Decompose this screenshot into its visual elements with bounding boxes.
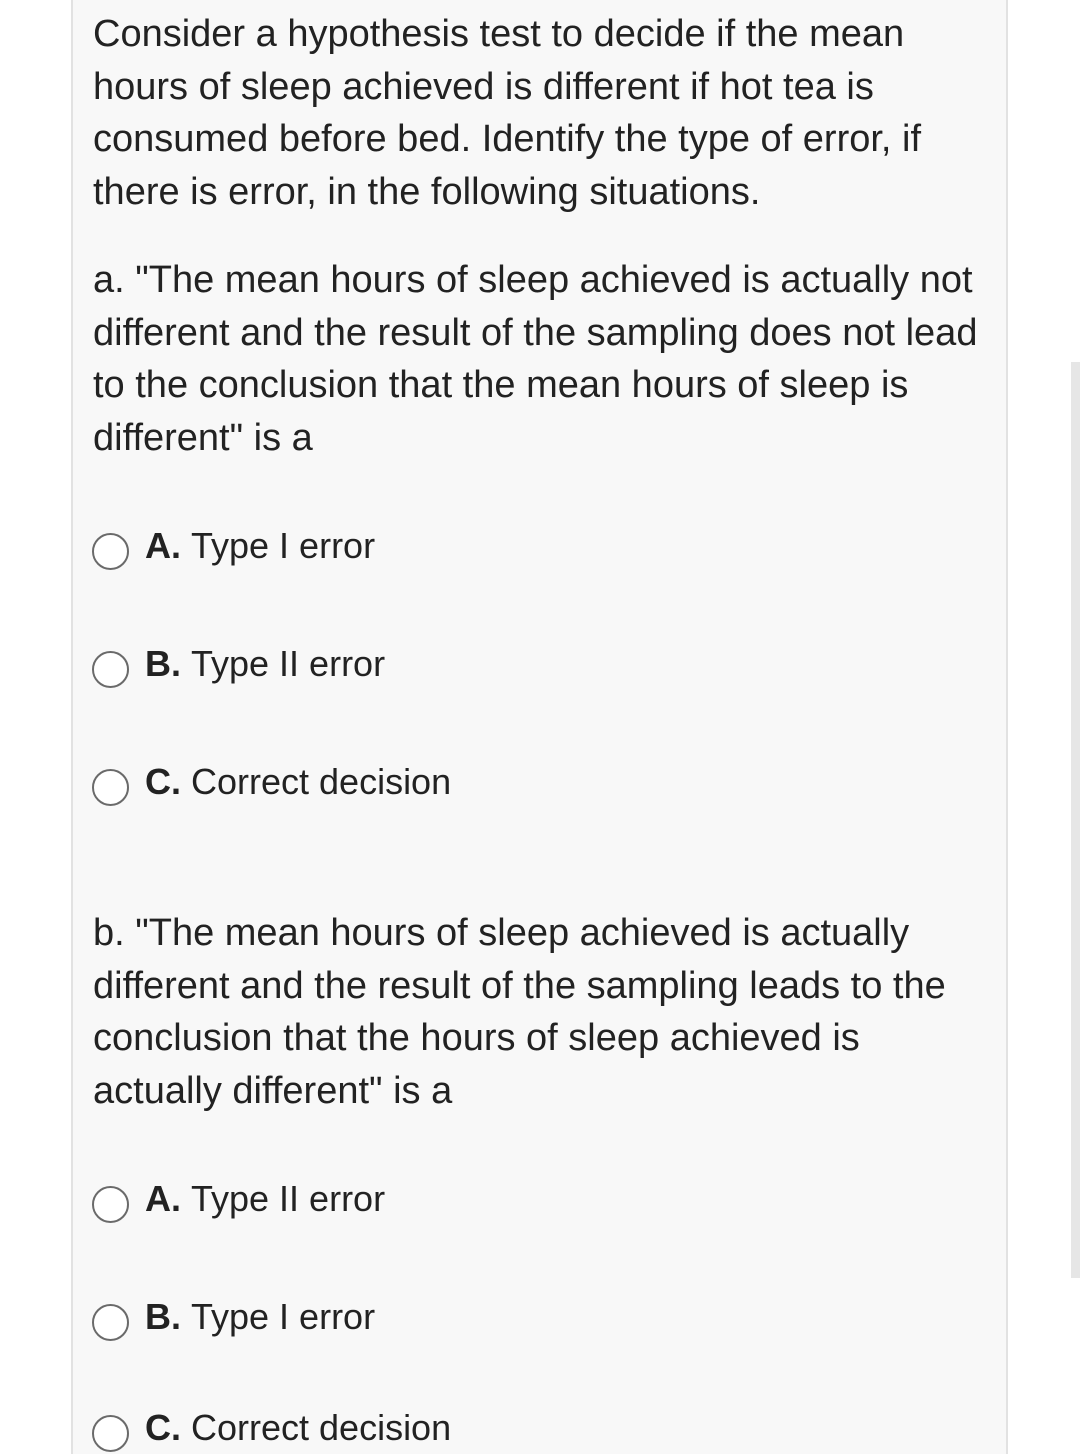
radio-button-icon[interactable] xyxy=(92,769,129,806)
option-label: Type I error xyxy=(191,1296,376,1337)
option-letter: C. xyxy=(145,1407,181,1448)
option-label: Correct decision xyxy=(191,1407,452,1448)
scrollbar[interactable] xyxy=(1071,362,1080,1278)
radio-button-icon[interactable] xyxy=(92,533,129,570)
question-a-option-c[interactable] xyxy=(92,760,451,804)
radio-button-icon[interactable] xyxy=(92,1186,129,1223)
question-b-option-b[interactable] xyxy=(92,1295,375,1339)
question-b-option-c[interactable] xyxy=(92,1406,451,1450)
question-a-option-a[interactable] xyxy=(92,524,375,568)
option-letter: A. xyxy=(145,525,181,566)
question-a-prompt: a. "The mean hours of sleep achieved is actually not different and the result of the sampling does not lead to the conclusion that the mean hours of sleep is different" is a xyxy=(93,259,978,459)
radio-button-icon[interactable] xyxy=(92,1415,129,1452)
option-letter: A. xyxy=(145,1178,181,1219)
radio-button-icon[interactable] xyxy=(92,651,129,688)
question-a-option-b[interactable] xyxy=(92,642,385,686)
radio-button-icon[interactable] xyxy=(92,1304,129,1341)
question-b-prompt: b. "The mean hours of sleep achieved is actually different and the result of the sampling leads to the conclusion that the hours of sleep achieved is actually different" is a xyxy=(93,912,946,1112)
option-label: Type I error xyxy=(191,525,376,566)
option-label: Correct decision xyxy=(191,761,452,802)
option-letter: B. xyxy=(145,643,181,684)
option-label: Type II error xyxy=(191,643,386,684)
question-panel xyxy=(71,0,1008,1454)
question-intro: Consider a hypothesis test to decide if the mean hours of sleep achieved is different if hot tea is consumed before bed. Identify the type of error, if there is error, in the following situations. xyxy=(93,13,922,213)
option-letter: C. xyxy=(145,761,181,802)
option-letter: B. xyxy=(145,1296,181,1337)
question-b-option-a[interactable] xyxy=(92,1177,385,1221)
option-label: Type II error xyxy=(191,1178,386,1219)
